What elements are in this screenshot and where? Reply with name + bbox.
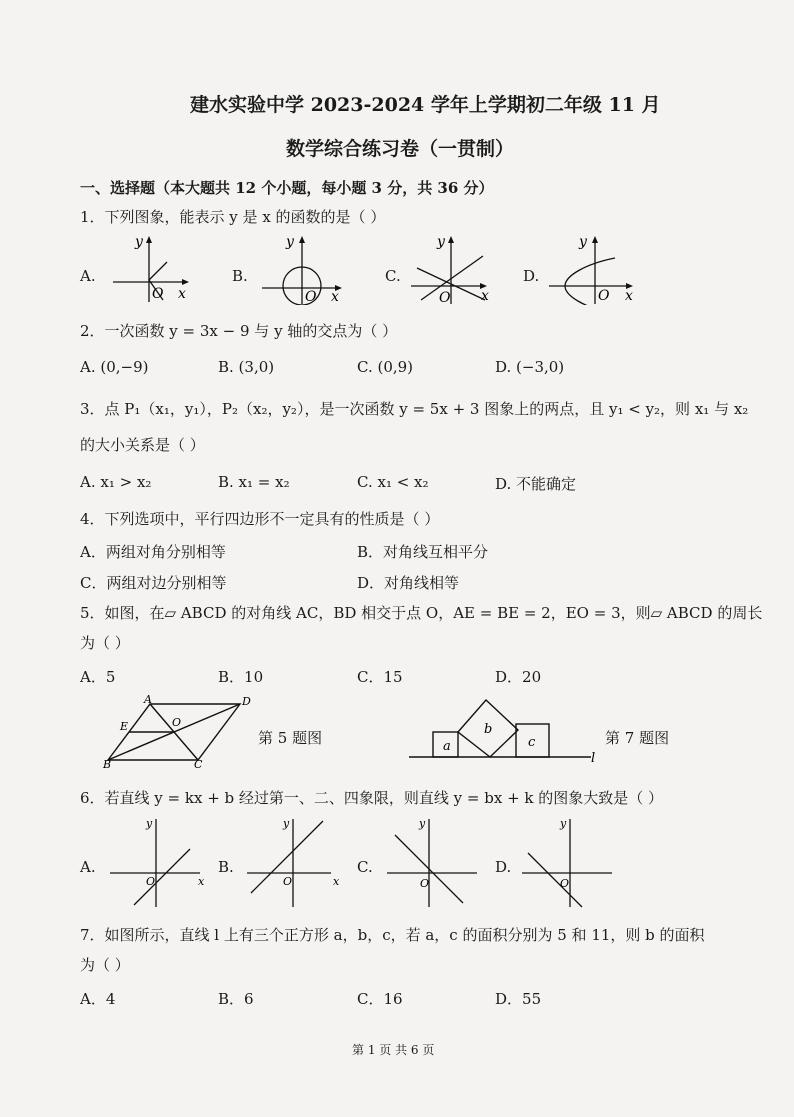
q5-point-b: B [103, 758, 112, 770]
q3-stem: 3．点 P₁（x₁，y₁），P₂（x₂，y₂），是一次函数 y = 5x + 3 图象上的两点，且 y₁ < y₂，则 x₁ 与 x₂ [80, 400, 749, 418]
q2-option-d: D. (−3,0) [495, 358, 565, 376]
q6-b-x-label: x [333, 875, 340, 888]
q1-a-x-label: x [178, 286, 186, 302]
q6-a-origin: O [146, 875, 156, 888]
q6-c-y-label: y [419, 817, 426, 830]
q4-option-a: A．两组对角分别相等 [80, 543, 226, 561]
q7-square-a: a [443, 739, 451, 754]
q7-figure-caption: 第 7 题图 [605, 729, 670, 747]
q1-d-y-label: y [579, 234, 587, 250]
q2-option-a: A. (0,−9) [80, 358, 149, 376]
q6-d-origin: O [560, 877, 570, 890]
q2-stem: 2．一次函数 y = 3x − 9 与 y 轴的交点为（ ） [80, 322, 398, 340]
q2-option-c: C. (0,9) [357, 358, 414, 376]
q1-b-x-label: x [331, 289, 339, 305]
q6-graph-a [108, 815, 208, 910]
q6-a-x-label: x [198, 875, 205, 888]
page-footer: 第 1 页 共 6 页 [352, 1043, 435, 1057]
title-line2: 数学综合练习卷（一贯制） [286, 138, 515, 160]
q6-stem: 6．若直线 y = kx + b 经过第一、二、四象限，则直线 y = bx + k 的图象大致是（ ） [80, 789, 664, 807]
q4-option-b: B．对角线互相平分 [357, 543, 489, 561]
q3-option-c: C. x₁ < x₂ [357, 473, 429, 491]
q1-option-d: D. [523, 267, 540, 285]
q5-stem: 5．如图，在▱ ABCD 的对角线 AC，BD 相交于点 O，AE = BE = 2，EO = 3，则▱ ABCD 的周长 [80, 604, 763, 622]
q1-graph-d [545, 230, 640, 305]
q6-d-y-label: y [560, 817, 567, 830]
q5-point-c: C [194, 758, 203, 770]
q7-stem: 7．如图所示，直线 l 上有三个正方形 a，b，c，若 a，c 的面积分别为 5 和 11，则 b 的面积 [80, 926, 705, 944]
q6-b-origin: O [283, 875, 293, 888]
q1-c-origin: O [439, 290, 451, 305]
q1-c-y-label: y [437, 234, 445, 250]
q1-option-c: C. [385, 267, 401, 285]
q6-option-a: A. [80, 858, 96, 876]
q6-option-d: D. [495, 858, 512, 876]
q1-graph-a [105, 230, 195, 305]
q5-point-o: O [172, 716, 182, 729]
q7-stem-cont: 为（ ） [80, 956, 130, 974]
q6-graph-c [385, 815, 485, 910]
q5-point-d: D [242, 695, 251, 708]
q5-option-a: A．5 [80, 668, 116, 686]
q1-c-x-label: x [481, 288, 489, 304]
q6-option-b: B. [218, 858, 234, 876]
q1-a-origin: O [152, 286, 164, 302]
q5-point-a: A [144, 694, 152, 706]
q1-b-y-label: y [286, 234, 294, 250]
section-heading: 一、选择题（本大题共 12 个小题，每小题 3 分，共 36 分） [80, 179, 494, 197]
q3-option-d: D. 不能确定 [495, 475, 577, 493]
q7-option-c: C．16 [357, 990, 403, 1008]
q5-option-c: C．15 [357, 668, 403, 686]
q2-option-b: B. (3,0) [218, 358, 275, 376]
q7-square-c: c [528, 735, 536, 750]
q7-squares-figure [405, 692, 610, 764]
q1-graph-b [258, 230, 353, 305]
q1-d-origin: O [598, 288, 610, 304]
q3-stem-cont: 的大小关系是（ ） [80, 436, 205, 454]
q5-parallelogram-figure [100, 694, 260, 770]
q7-option-b: B．6 [218, 990, 254, 1008]
q7-square-b: b [484, 722, 493, 737]
q1-d-x-label: x [625, 288, 633, 304]
q3-option-b: B. x₁ = x₂ [218, 473, 290, 491]
q1-b-origin: O [305, 289, 317, 305]
q6-a-y-label: y [146, 817, 153, 830]
q5-point-e: E [120, 720, 129, 733]
q4-stem: 4．下列选项中，平行四边形不一定具有的性质是（ ） [80, 510, 440, 528]
q6-b-y-label: y [283, 817, 290, 830]
q7-option-d: D．55 [495, 990, 542, 1008]
title-line1: 建水实验中学 2023-2024 学年上学期初二年级 11 月 [190, 94, 661, 116]
q6-c-origin: O [420, 877, 430, 890]
q1-graph-c [405, 230, 495, 305]
q1-option-b: B. [232, 267, 248, 285]
q4-option-d: D．对角线相等 [357, 574, 460, 592]
q4-option-c: C．两组对边分别相等 [80, 574, 227, 592]
q1-a-y-label: y [135, 234, 143, 250]
q6-graph-b [245, 815, 345, 910]
q6-graph-d [520, 815, 620, 910]
q5-option-b: B．10 [218, 668, 264, 686]
q7-line-l: l [591, 751, 596, 764]
q3-option-a: A. x₁ > x₂ [80, 473, 152, 491]
q1-option-a: A. [80, 267, 96, 285]
q5-figure-caption: 第 5 题图 [258, 729, 323, 747]
q6-option-c: C. [357, 858, 373, 876]
q5-option-d: D．20 [495, 668, 542, 686]
q1-stem: 1．下列图象，能表示 y 是 x 的函数的是（ ） [80, 208, 386, 226]
q7-option-a: A．4 [80, 990, 116, 1008]
q5-stem-cont: 为（ ） [80, 634, 130, 652]
